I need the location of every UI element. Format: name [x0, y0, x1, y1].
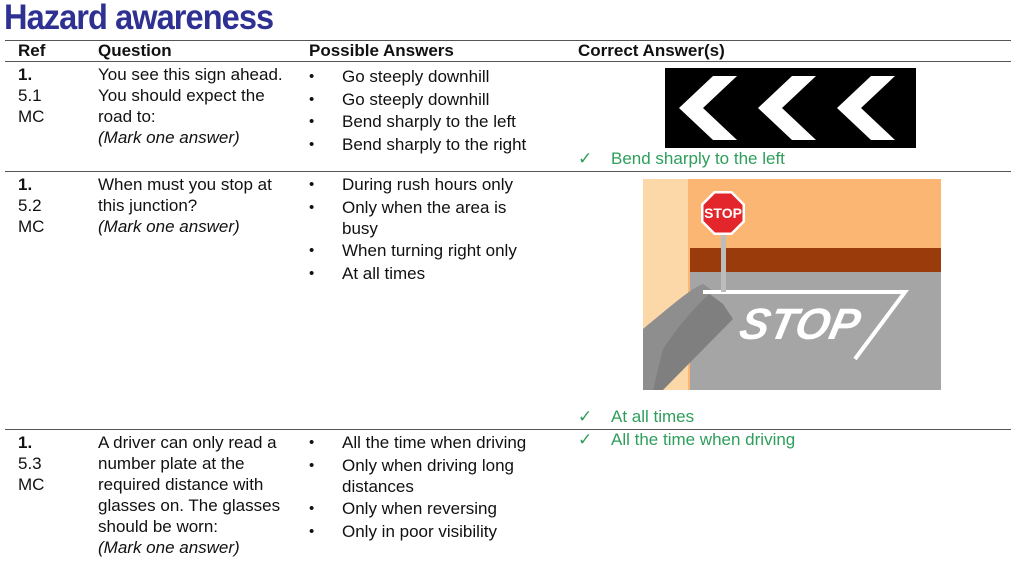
page-title: Hazard awareness: [4, 0, 274, 37]
ref-type: MC: [18, 107, 45, 126]
check-icon: ✓: [578, 407, 593, 426]
ref-cell: [18, 432, 88, 495]
ref-number: 1.: [18, 175, 33, 194]
answer-option[interactable]: • At all times: [309, 263, 426, 283]
answer-option[interactable]: • Only when reversing: [309, 499, 497, 518]
header-possible-answers: Possible Answers: [309, 41, 454, 60]
question-text: A driver can only read a number plate at the required distance with glasses on. The glasses should be worn:: [98, 433, 281, 536]
answers-list: [309, 432, 549, 542]
correct-answer: ✓ At all times: [578, 407, 695, 426]
check-icon: ✓: [578, 430, 593, 449]
row-divider: [5, 171, 1011, 172]
question-text: When must you stop at this junction?: [98, 175, 272, 215]
question-text: You see this sign ahead. You should expect the road to:: [98, 65, 283, 126]
mark-instruction: (Mark one answer): [98, 128, 240, 147]
road-marking-text: STOP: [735, 300, 865, 349]
chevron-sign-image: [665, 68, 916, 148]
answer-option[interactable]: • Go steeply downhill: [309, 67, 490, 86]
ref-cell: [18, 64, 88, 127]
answer-option[interactable]: • When turning right only: [309, 241, 517, 260]
correct-answer: ✓ Bend sharply to the left: [578, 149, 785, 168]
question-cell: [98, 64, 298, 148]
header-correct-answers: Correct Answer(s): [578, 41, 725, 60]
ref-type: MC: [18, 475, 45, 494]
answer-option[interactable]: • All the time when driving: [309, 433, 527, 452]
check-icon: ✓: [578, 149, 593, 168]
answers-list: [309, 174, 524, 284]
answer-option[interactable]: • During rush hours only: [309, 175, 514, 194]
header-question: Question: [98, 41, 172, 60]
correct-answer: ✓ All the time when driving: [578, 430, 796, 449]
mark-instruction: (Mark one answer): [98, 217, 240, 236]
answer-option[interactable]: • Only in poor visibility: [309, 521, 497, 541]
answer-option[interactable]: • Go steeply downhill: [309, 89, 490, 109]
ref-number: 1.: [18, 65, 33, 84]
mark-instruction: (Mark one answer): [98, 538, 240, 557]
answer-option[interactable]: • Only when the area is busy: [309, 197, 507, 238]
stop-sign-text: STOP: [704, 205, 742, 221]
answer-option[interactable]: • Bend sharply to the left: [309, 112, 516, 131]
question-cell: [98, 432, 288, 558]
answer-option[interactable]: • Only when driving long distances: [309, 455, 514, 496]
ref-number: 1.: [18, 433, 33, 452]
ref-type: MC: [18, 217, 45, 236]
answers-list: [309, 66, 569, 156]
header-ref: Ref: [18, 41, 46, 60]
row-divider: [5, 429, 1011, 430]
ref-sub: 5.3: [18, 454, 42, 473]
ref-sub: 5.1: [18, 86, 42, 105]
answer-option[interactable]: • Bend sharply to the right: [309, 134, 527, 154]
header-rule: [5, 61, 1011, 62]
stop-junction-image: [643, 179, 941, 390]
question-cell: [98, 174, 296, 237]
ref-cell: [18, 174, 88, 237]
ref-sub: 5.2: [18, 196, 42, 215]
